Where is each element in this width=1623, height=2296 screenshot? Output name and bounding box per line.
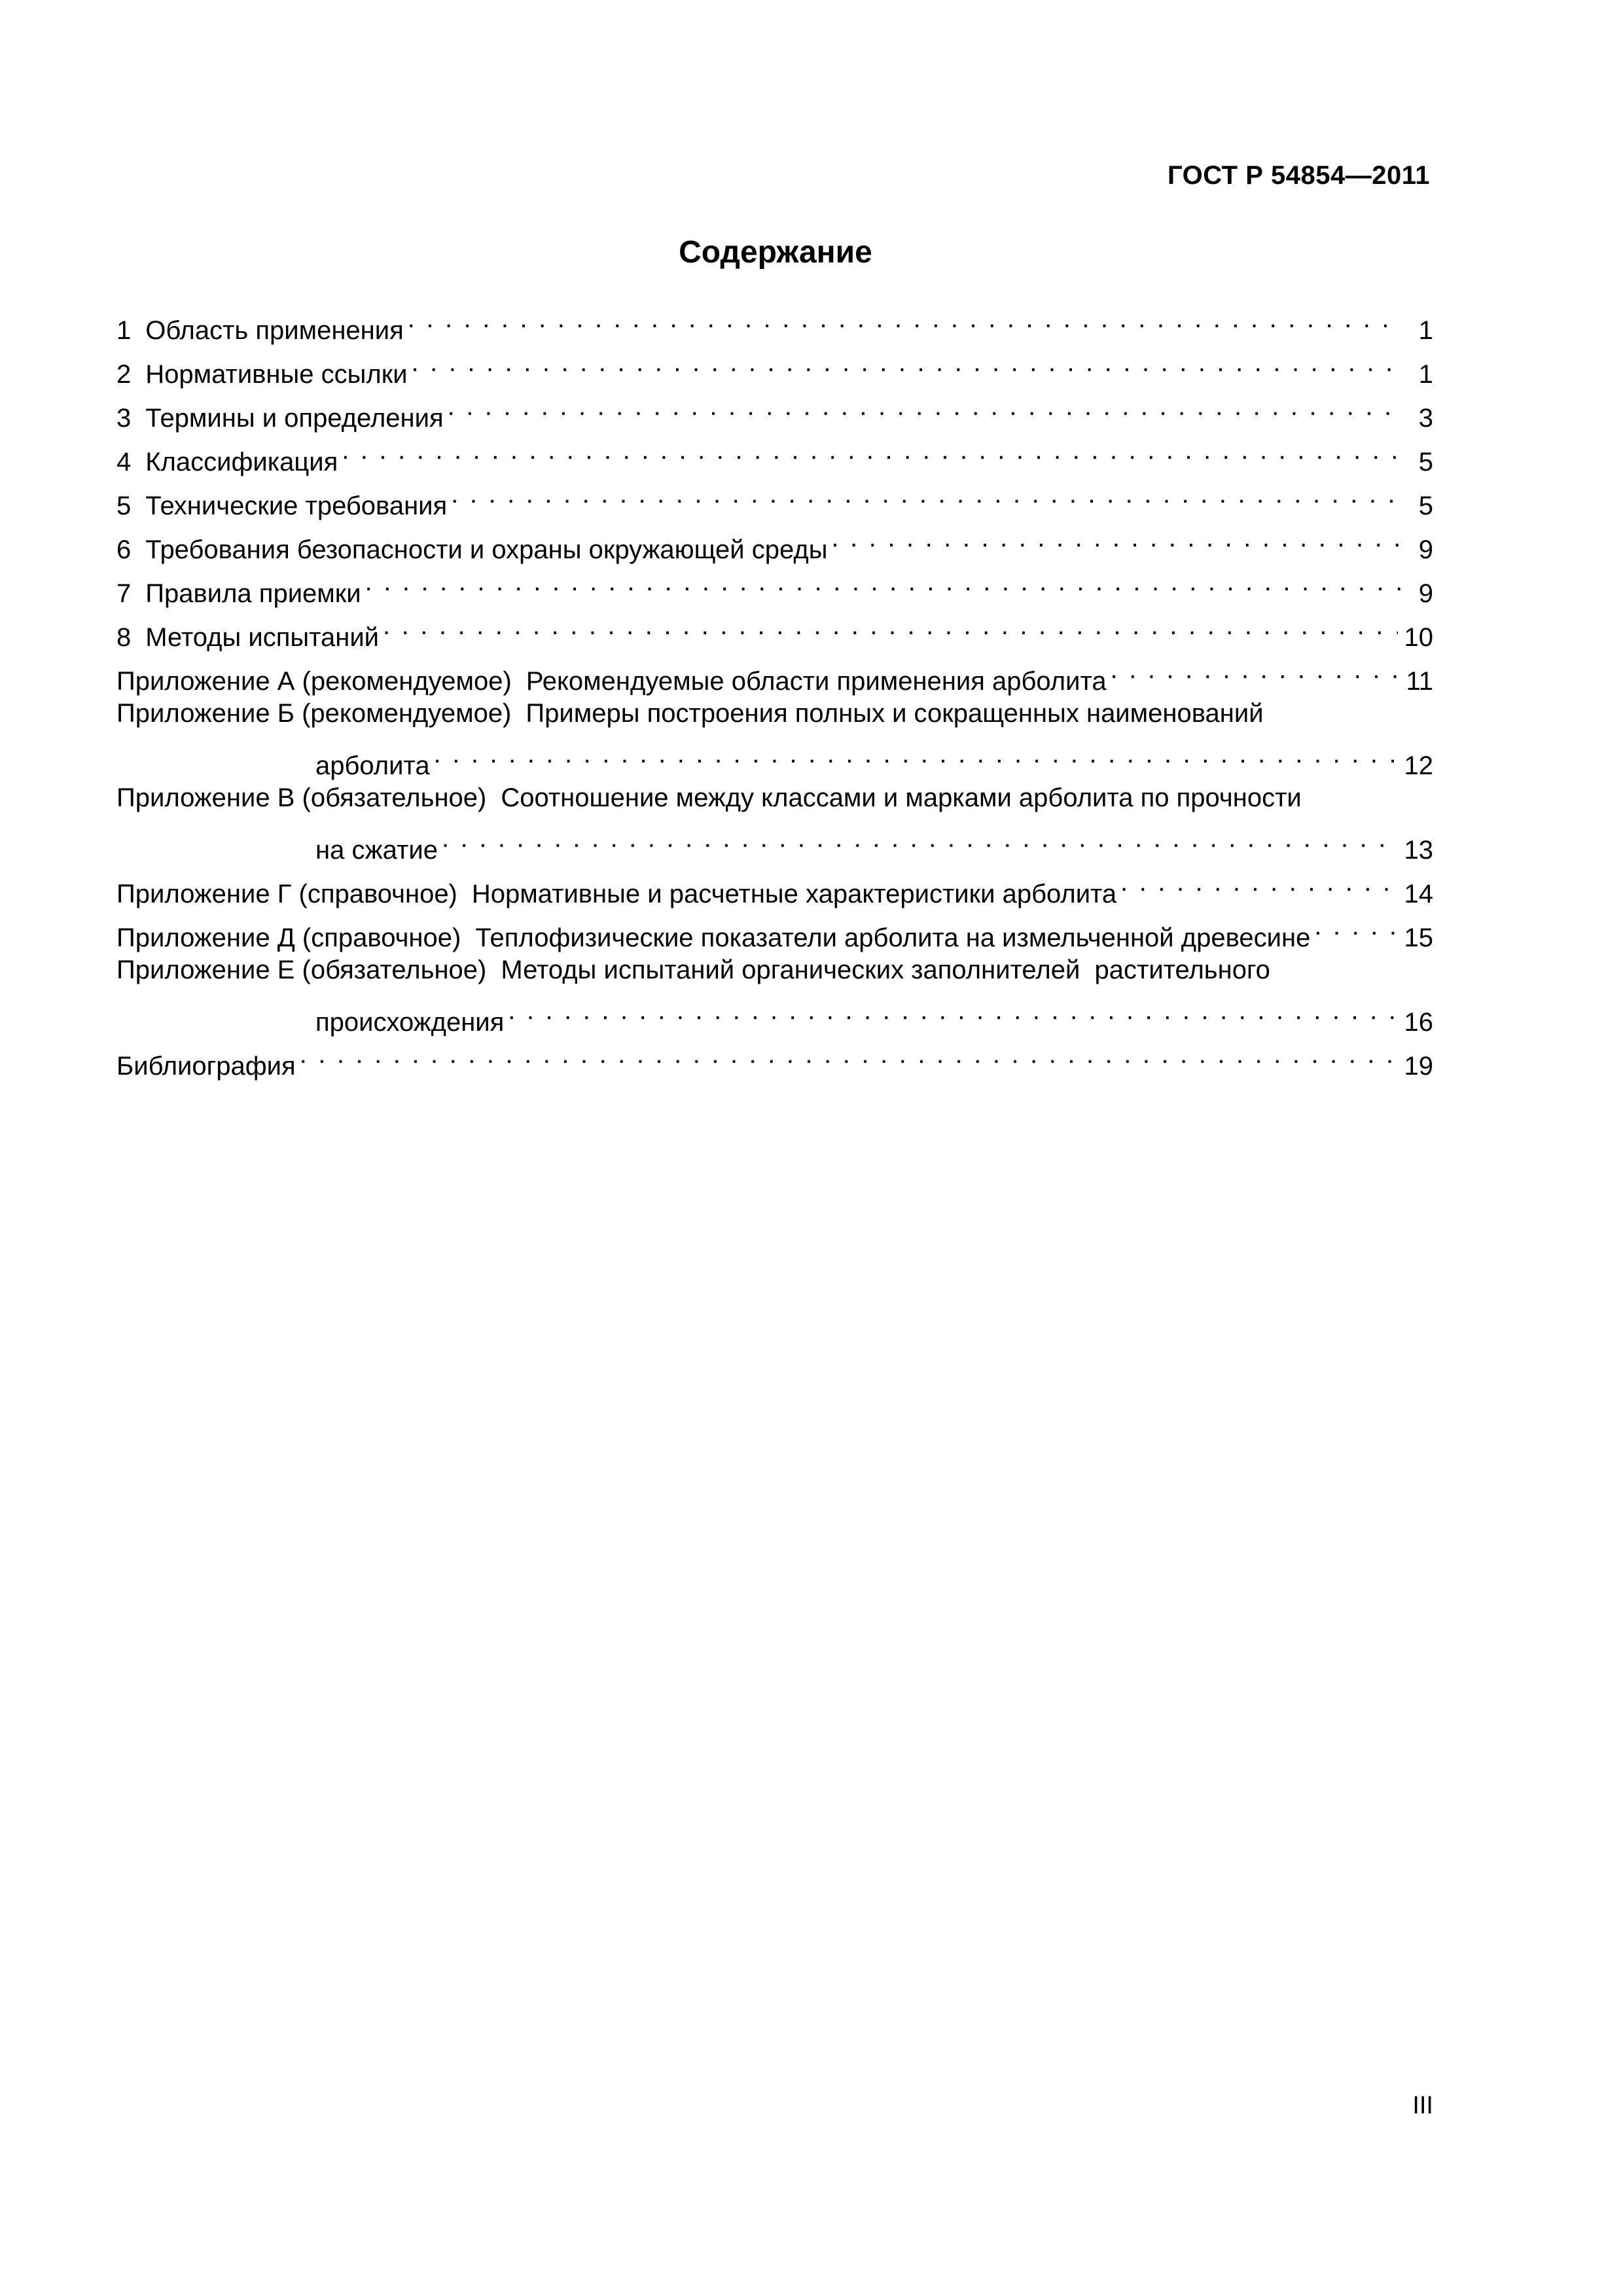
page-number: III: [1412, 2092, 1433, 2119]
section-number: 7: [116, 579, 132, 608]
dot-leader: [442, 818, 1398, 859]
appendix-title: Методы испытаний органических заполнителей растительного: [501, 956, 1270, 984]
toc-entry-bibliography[interactable]: [116, 1034, 1433, 1081]
section-number: 1: [116, 316, 132, 345]
section-title: Методы испытаний: [145, 623, 380, 652]
page-ref: 16: [1404, 1008, 1433, 1037]
page-ref: 1: [1418, 316, 1433, 345]
section-number: 4: [116, 448, 132, 476]
page-ref: 13: [1404, 836, 1433, 865]
toc-entry-appendix-b[interactable]: [116, 693, 1433, 780]
appendix-title: Соотношение между классами и марками арболита по прочности: [501, 783, 1302, 812]
table-of-contents: [116, 298, 1433, 1081]
dot-leader: [831, 518, 1400, 558]
page-ref: 5: [1418, 492, 1433, 520]
appendix-label: Приложение В (обязательное): [116, 783, 487, 812]
dot-leader: [342, 430, 1400, 471]
section-title: Технические требования: [145, 492, 448, 520]
page-ref: 15: [1404, 924, 1433, 952]
section-title: Область применения: [145, 316, 404, 345]
dot-leader: [451, 474, 1400, 514]
dot-leader: [412, 342, 1400, 383]
appendix-title-continued: арболита: [315, 751, 430, 780]
appendix-label: Приложение Г (справочное): [116, 880, 457, 908]
appendix-label: Приложение Д (справочное): [116, 924, 461, 952]
dot-leader: [1314, 906, 1397, 946]
toc-entry-appendix-v[interactable]: [116, 778, 1433, 865]
section-number: 6: [116, 535, 132, 564]
section-number: 2: [116, 360, 132, 389]
page-ref: 11: [1406, 667, 1433, 696]
page-ref: 9: [1418, 535, 1433, 564]
document-code: ГОСТ Р 54854—2011: [1168, 161, 1430, 190]
dot-leader: [1111, 649, 1400, 690]
section-title: Нормативные ссылки: [145, 360, 408, 389]
dot-leader: [434, 734, 1398, 774]
toc-entry-appendix-g[interactable]: [116, 862, 1433, 908]
page-ref: 19: [1404, 1052, 1433, 1081]
dot-leader: [383, 605, 1397, 646]
dot-leader: [448, 386, 1400, 427]
appendix-label: Приложение Е (обязательное): [116, 956, 487, 984]
toc-title: Содержание: [679, 235, 872, 270]
appendix-title-continued: на сжатие: [315, 836, 438, 865]
section-title: Требования безопасности и охраны окружающей среды: [145, 535, 828, 564]
appendix-title: Нормативные и расчетные характеристики арболита: [471, 880, 1117, 908]
section-title: Классификация: [145, 448, 338, 476]
appendix-label: Приложение Б (рекомендуемое): [116, 699, 512, 728]
appendix-title: Теплофизические показатели арболита на измельченной древесине: [475, 924, 1311, 952]
section-title: Термины и определения: [145, 404, 444, 433]
dot-leader: [365, 562, 1400, 602]
dot-leader: [508, 990, 1397, 1031]
dot-leader: [408, 298, 1400, 339]
page-ref: 12: [1404, 751, 1433, 780]
bibliography-title: Библиография: [116, 1052, 296, 1081]
section-number: 5: [116, 492, 132, 520]
page-ref: 14: [1404, 880, 1433, 908]
page-ref: 3: [1418, 404, 1433, 433]
toc-entry-appendix-e[interactable]: [116, 950, 1433, 1037]
appendix-title-continued: происхождения: [315, 1008, 505, 1037]
toc-entry-section-1[interactable]: [116, 298, 1433, 345]
page-ref: 9: [1418, 579, 1433, 608]
section-number: 3: [116, 404, 132, 433]
appendix-title: Примеры построения полных и сокращенных наименований: [526, 699, 1264, 728]
appendix-label: Приложение А (рекомендуемое): [116, 667, 512, 696]
page-ref: 10: [1404, 623, 1433, 652]
appendix-title: Рекомендуемые области применения арболита: [526, 667, 1107, 696]
section-number: 8: [116, 623, 132, 652]
section-title: Правила приемки: [145, 579, 361, 608]
page-ref: 1: [1418, 360, 1433, 389]
dot-leader: [300, 1034, 1398, 1075]
page-ref: 5: [1418, 448, 1433, 476]
dot-leader: [1120, 862, 1397, 903]
